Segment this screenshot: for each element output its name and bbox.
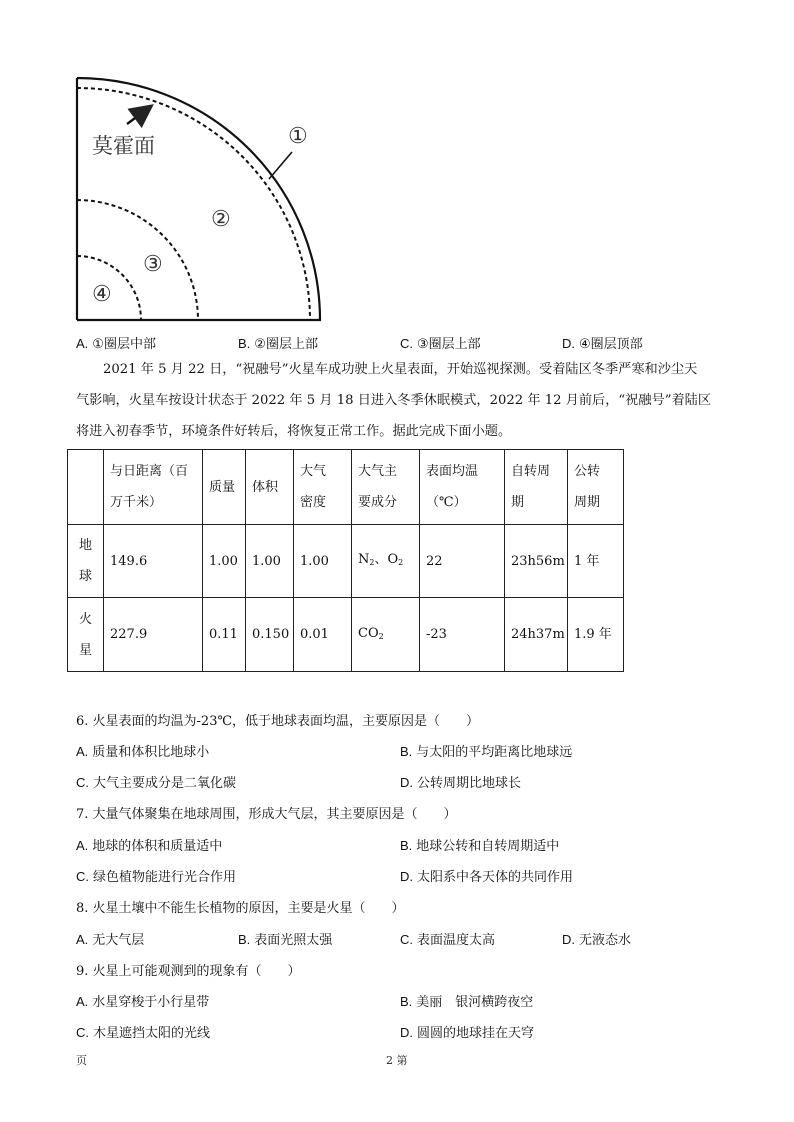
q6-option-c[interactable]: C. 大气主要成分是二氧化碳 (76, 775, 237, 791)
mars-rotation: 24h37m (505, 598, 568, 672)
mars-mass: 0.11 (203, 598, 246, 672)
question-9-options-row2 (76, 1022, 756, 1044)
earth-mass: 1.00 (203, 525, 246, 598)
q7-option-a[interactable]: A. 地球的体积和质量适中 (76, 838, 223, 854)
q7-option-d[interactable]: D. 太阳系中各天体的共同作用 (400, 869, 574, 885)
header-distance: 与日距离（百 万千米） (104, 450, 203, 525)
q6-option-d[interactable]: D. 公转周期比地球长 (400, 775, 522, 791)
question-7-options (76, 835, 756, 857)
q8-option-a[interactable]: A. 无大气层 (76, 932, 145, 948)
table-row-earth (68, 525, 624, 598)
option-c[interactable]: C. ③圈层上部 (400, 336, 481, 352)
header-mass: 质量 (203, 450, 246, 525)
passage-line-2: 气影响，火星车按设计状态于 2022 年 5 月 18 日进入冬季休眠模式，2022 年 12 月前后，“祝融号”着陆区 (76, 393, 712, 408)
layer4-label: ④ (92, 282, 112, 307)
row-label-mars: 火 星 (68, 598, 104, 672)
earth-volume: 1.00 (246, 525, 294, 598)
earth-layers-diagram (70, 70, 330, 330)
mars-distance: 227.9 (104, 598, 203, 672)
footer-page-number: 2 第 (386, 1054, 408, 1067)
header-temperature: 表面均温 （℃） (420, 450, 505, 525)
layer2-label: ② (211, 207, 231, 232)
prev-question-options (76, 333, 756, 355)
mars-density: 0.01 (294, 598, 352, 672)
passage-line-1: 2021 年 5 月 22 日，“祝融号”火星车成功驶上火星表面，开始巡视探测。受着陆区冬季严寒和沙尘天 (103, 362, 698, 377)
q9-option-c[interactable]: C. 木星遮挡太阳的光线 (76, 1025, 211, 1041)
q9-option-b[interactable]: B. 美丽 银河横跨夜空 (400, 994, 534, 1010)
mars-composition: $CO_2$ (352, 598, 420, 672)
moho-label: 莫霍面 (92, 134, 155, 158)
option-b[interactable]: B. ②圈层上部 (238, 336, 318, 352)
earth-composition: $N_2$、$O_2$ (352, 525, 420, 598)
q8-option-b[interactable]: B. 表面光照太强 (238, 932, 333, 948)
question-8-stem: 8. 火星土壤中不能生长植物的原因，主要是火星（ ） (76, 901, 405, 916)
mars-revolution: 1.9 年 (568, 598, 624, 672)
q7-option-b[interactable]: B. 地球公转和自转周期适中 (400, 838, 560, 854)
question-9-options (76, 991, 756, 1013)
q9-option-d[interactable]: D. 圆圆的地球挂在天穹 (400, 1025, 535, 1041)
mars-temperature: -23 (420, 598, 505, 672)
mars-volume: 0.150 (246, 598, 294, 672)
q6-option-b[interactable]: B. 与太阳的平均距离比地球远 (400, 744, 573, 760)
outer-surface-arc (77, 78, 320, 320)
question-7-stem: 7. 大量气体聚集在地球周围，形成大气层，其主要原因是（ ） (76, 807, 457, 822)
q6-option-a[interactable]: A. 质量和体积比地球小 (76, 744, 210, 760)
option-d[interactable]: D. ④圈层顶部 (562, 336, 643, 352)
q8-option-d[interactable]: D. 无液态水 (562, 932, 632, 948)
moho-arrow (127, 107, 150, 124)
layer3-label: ③ (143, 252, 163, 277)
q7-option-c[interactable]: C. 绿色植物能进行光合作用 (76, 869, 237, 885)
passage (76, 354, 716, 447)
table-header-row (68, 450, 624, 525)
question-9-stem: 9. 火星上可能观测到的现象有（ ） (76, 964, 301, 979)
question-6-stem: 6. 火星表面的均温为-23℃，低于地球表面均温，主要原因是（ ） (76, 714, 480, 729)
q8-option-c[interactable]: C. 表面温度太高 (400, 932, 496, 948)
q9-option-a[interactable]: A. 水星穿梭于小行星带 (76, 994, 210, 1010)
question-6-options-row2 (76, 772, 756, 794)
header-rotation: 自转周 期 (505, 450, 568, 525)
row-label-earth: 地 球 (68, 525, 104, 598)
earth-rotation: 23h56m (505, 525, 568, 598)
question-8-options (76, 929, 756, 951)
option-a[interactable]: A. ①圈层中部 (76, 336, 156, 352)
header-empty (68, 450, 104, 525)
passage-line-3: 将进入初春季节，环境条件好转后，将恢复正常工作。据此完成下面小题。 (76, 424, 512, 439)
question-6-options (76, 741, 756, 763)
earth-density: 1.00 (294, 525, 352, 598)
footer-left: 页 (76, 1054, 87, 1067)
earth-revolution: 1 年 (568, 525, 624, 598)
layer1-leader-line (269, 152, 292, 179)
earth-temperature: 22 (420, 525, 505, 598)
header-revolution: 公转 周期 (568, 450, 624, 525)
layer1-label: ① (288, 124, 308, 149)
question-7-options-row2 (76, 866, 756, 888)
header-density: 大气 密度 (294, 450, 352, 525)
table-row-mars (68, 598, 624, 672)
header-volume: 体积 (246, 450, 294, 525)
earth-distance: 149.6 (104, 525, 203, 598)
planet-comparison-table (67, 449, 624, 672)
header-composition: 大气主 要成分 (352, 450, 420, 525)
